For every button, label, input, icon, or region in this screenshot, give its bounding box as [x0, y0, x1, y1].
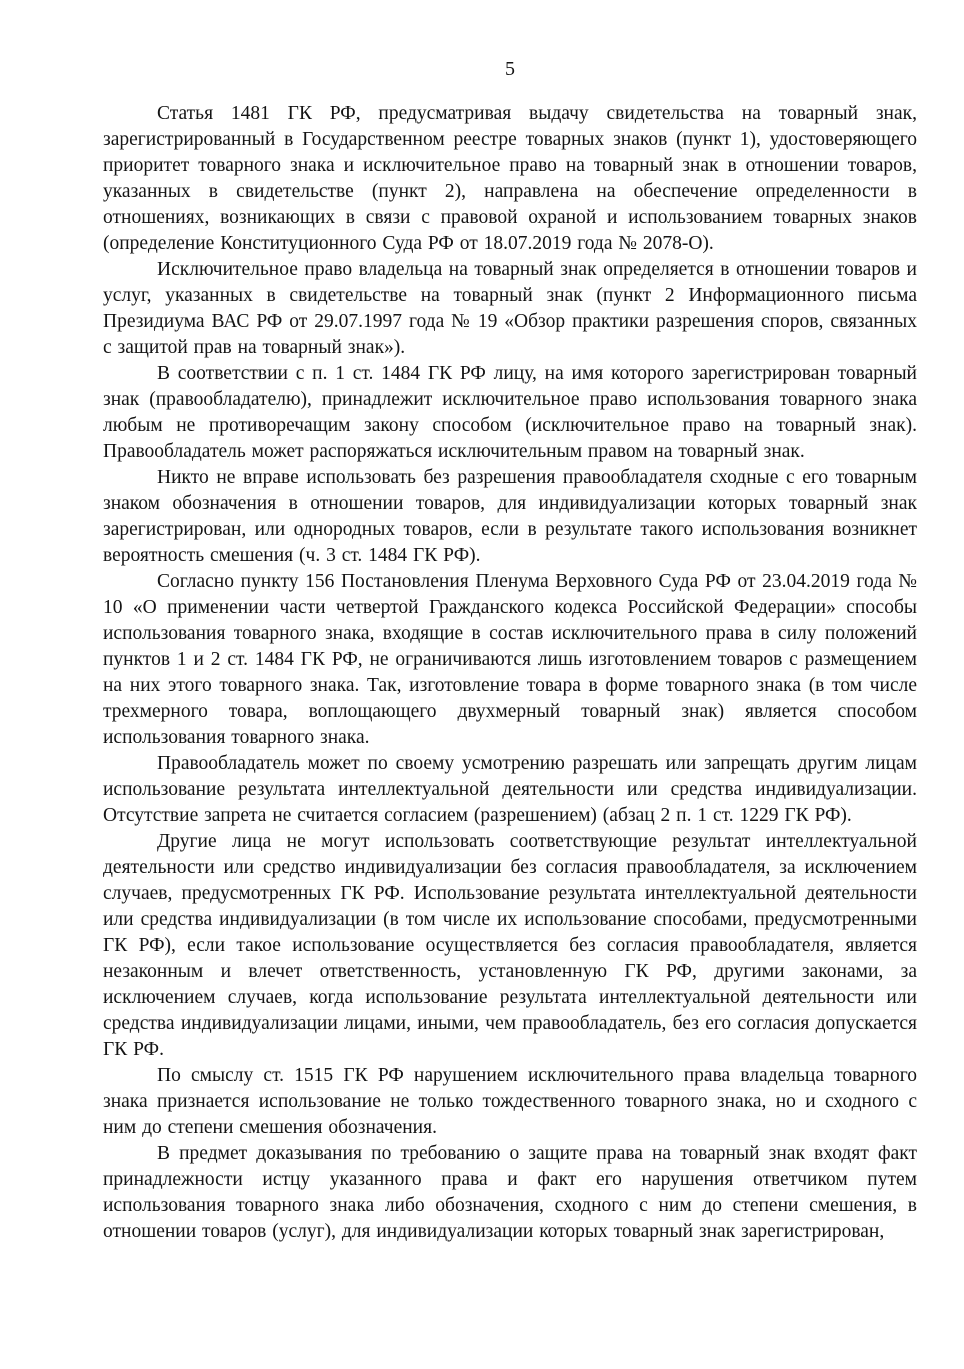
page-number: 5	[505, 58, 515, 80]
paragraph-5: Согласно пункту 156 Постановления Пленума Верховного Суда РФ от 23.04.2019 года № 10 «О применении части четвертой Гражданского кодекса Российской Федерации» способы использования товарного знака, входящие в состав исключительного права в силу положений пунктов 1 и 2 ст. 1484 ГК РФ, не ограничиваются лишь изготовлением товаров с размещением на них этого товарного знака. Так, изготовление товара в форме товарного знака (в том числе трехмерного товара, воплощающего двухмерный товарный знак) является способом использования товарного знака.	[103, 571, 917, 748]
paragraph-6: Правообладатель может по своему усмотрению разрешать или запрещать другим лицам использование результата интеллектуальной деятельности или средства индивидуализации. Отсутствие запрета не считается согласием (разрешением) (абзац 2 п. 1 ст. 1229 ГК РФ).	[103, 753, 917, 826]
paragraph-3: В соответствии с п. 1 ст. 1484 ГК РФ лицу, на имя которого зарегистрирован товарный знак (правообладателю), принадлежит исключительное право использования товарного знака любым не противоречащим закону способом (исключительное право на товарный знак). Правообладатель может распоряжаться исключительным правом на товарный знак.	[103, 363, 917, 462]
document-body	[103, 101, 917, 1245]
paragraph-9: В предмет доказывания по требованию о защите права на товарный знак входят факт принадлежности истцу указанного права и факт его нарушения ответчиком путем использования товарного знака либо обозначения, сходного с ним до степени смешения, в отношении товаров (услуг), для индивидуализации которых товарный знак зарегистрирован,	[103, 1143, 917, 1242]
paragraph-1: Статья 1481 ГК РФ, предусматривая выдачу свидетельства на товарный знак, зарегистрированный в Государственном реестре товарных знаков (пункт 1), удостоверяющего приоритет товарного знака и исключительное право на товарный знак в отношении товаров, указанных в свидетельстве (пункт 2), направлена на обеспечение определенности в отношениях, возникающих в связи с правовой охраной и использованием товарных знаков (определение Конституционного Суда РФ от 18.07.2019 года № 2078-О).	[103, 103, 917, 254]
paragraph-8: По смыслу ст. 1515 ГК РФ нарушением исключительного права владельца товарного знака признается использование не только тождественного товарного знака, но и сходного с ним до степени смешения обозначения.	[103, 1065, 917, 1138]
paragraph-4: Никто не вправе использовать без разрешения правообладателя сходные с его товарным знаком обозначения в отношении товаров, для индивидуализации которых товарный знак зарегистрирован, или однородных товаров, если в результате такого использования возникнет вероятность смешения (ч. 3 ст. 1484 ГК РФ).	[103, 467, 917, 566]
paragraph-2: Исключительное право владельца на товарный знак определяется в отношении товаров и услуг, указанных в свидетельстве на товарный знак (пункт 2 Информационного письма Президиума ВАС РФ от 29.07.1997 года № 19 «Обзор практики разрешения споров, связанных с защитой прав на товарный знак»).	[103, 259, 917, 358]
paragraph-7: Другие лица не могут использовать соответствующие результат интеллектуальной деятельности или средство индивидуализации без согласия правообладателя, за исключением случаев, предусмотренных ГК РФ. Использование результата интеллектуальной деятельности или средства индивидуализации (в том числе их использование способами, предусмотренными ГК РФ), если такое использование осуществляется без согласия правообладателя, является незаконным и влечет ответственность, установленную ГК РФ, другими законами, за исключением случаев, когда использование результата интеллектуальной деятельности или средства индивидуализации лицами, иными, чем правообладатель, без его согласия допускается ГК РФ.	[103, 831, 917, 1060]
